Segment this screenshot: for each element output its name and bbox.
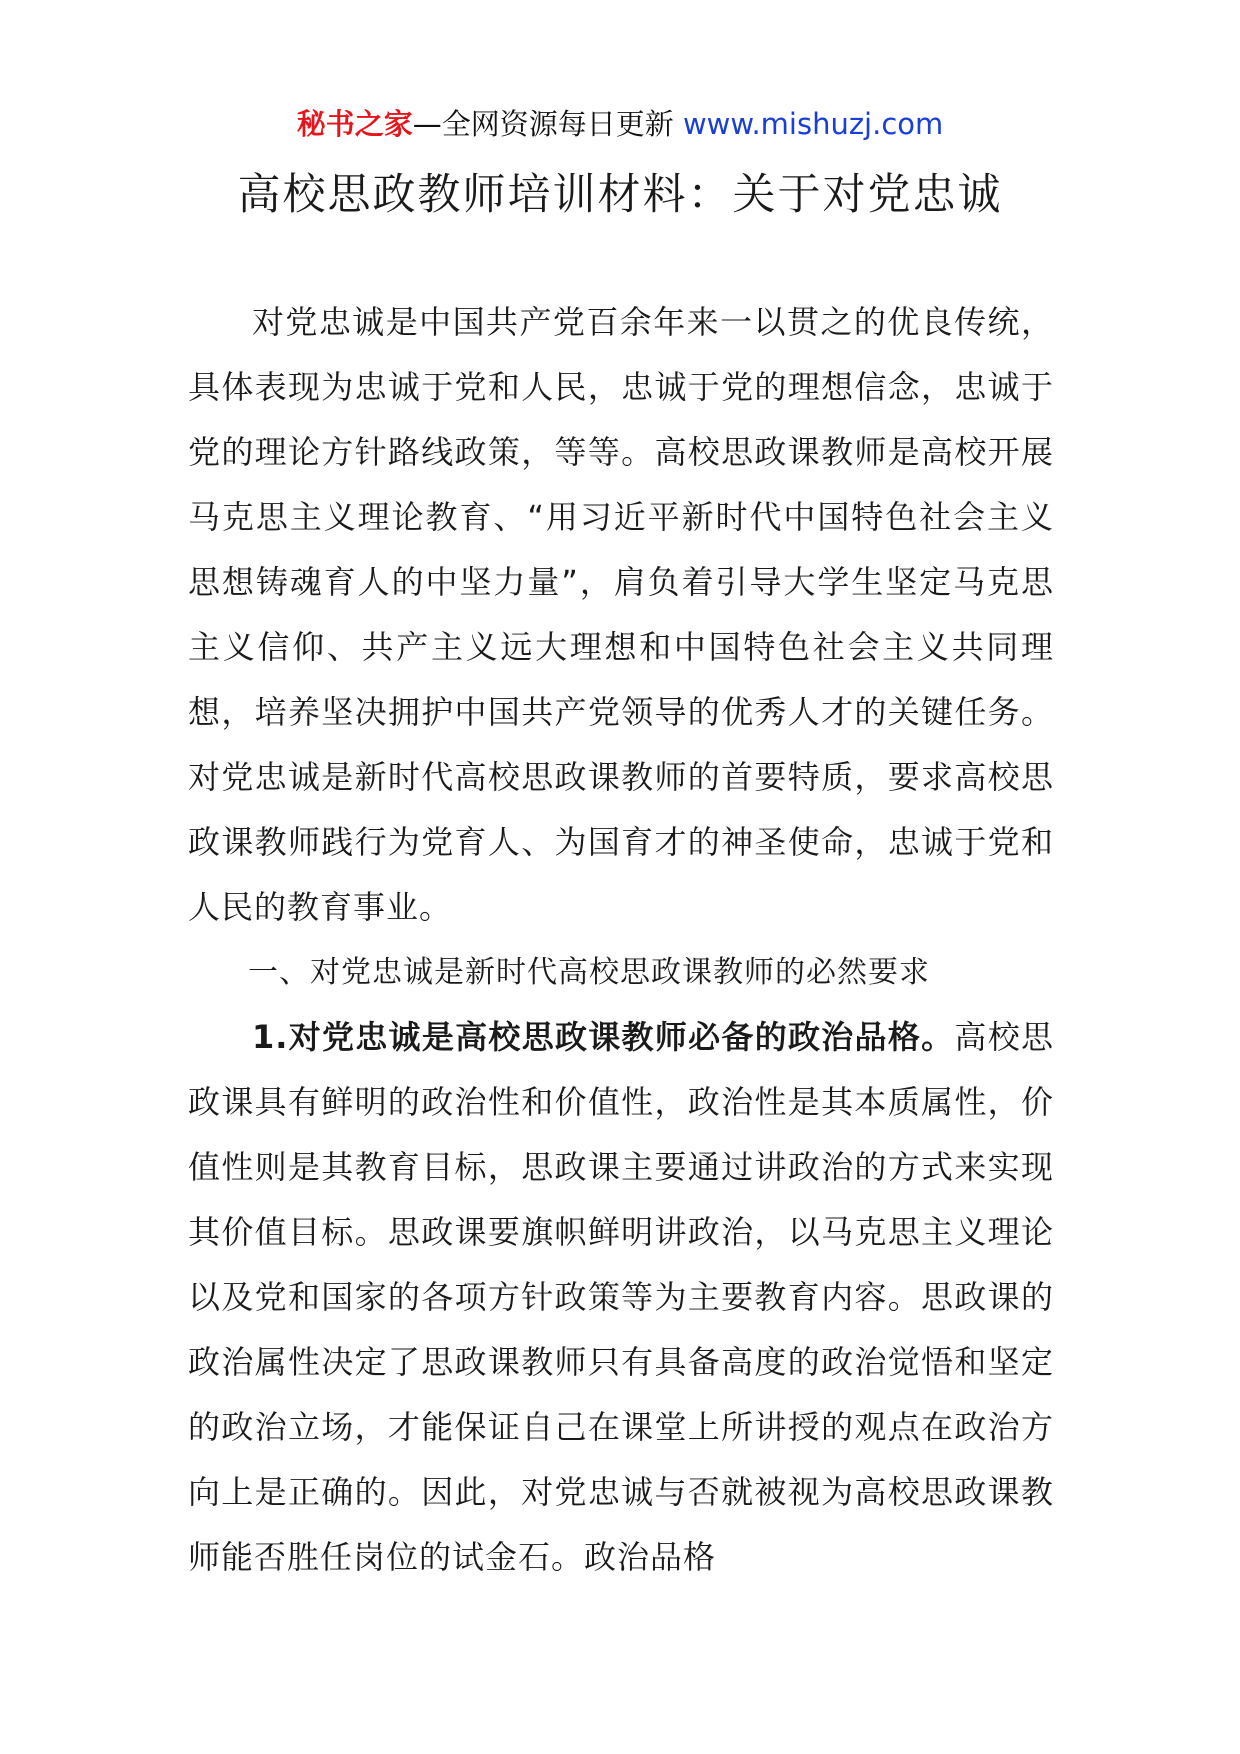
point-paragraph (188, 1005, 1054, 1590)
site-header (0, 102, 1240, 146)
document-title: 高校思政教师培训材料：关于对党忠诚 (237, 170, 1003, 220)
point-lead: 1.对党忠诚是高校思政课教师必备的政治品格。 (252, 1018, 955, 1056)
point-body: 高校思政课具有鲜明的政治性和价值性，政治性是其本质属性，价值性则是其教育目标，思政课主要通过讲政治的方式来实现其价值目标。思政课要旗帜鲜明讲政治，以马克思主义理论以及党和国家的各项方针政策等为主要教育内容。思政课的政治属性决定了思政课教师只有具备高度的政治觉悟和坚定的政治立场，才能保证自己在课堂上所讲授的观点在政治方向上是正确的。因此，对党忠诚与否就被视为高校思政课教师能否胜任岗位的试金石。政治品格 (188, 1018, 1054, 1576)
section-heading: 一、对党忠诚是新时代高校思政课教师的必然要求 (248, 955, 930, 990)
site-tagline: —全网资源每日更新 (412, 107, 683, 141)
intro-paragraph: 对党忠诚是中国共产党百余年来一以贯之的优良传统，具体表现为忠诚于党和人民，忠诚于党的理想信念，忠诚于党的理论方针路线政策，等等。高校思政课教师是高校开展马克思主义理论教育、“用习近平新时代中国特色社会主义思想铸魂育人的中坚力量”，肩负着引导大学生坚定马克思主义信仰、共产主义远大理想和中国特色社会主义共同理想，培养坚决拥护中国共产党领导的优秀人才的关键任务。对党忠诚是新时代高校思政课教师的首要特质，要求高校思政课教师践行为党育人、为国育才的神圣使命，忠诚于党和人民的教育事业。 (188, 303, 1054, 926)
site-brand: 秘书之家 (296, 107, 413, 141)
site-url: www.mishuzj.com (682, 107, 944, 141)
document-body (188, 290, 1054, 1590)
